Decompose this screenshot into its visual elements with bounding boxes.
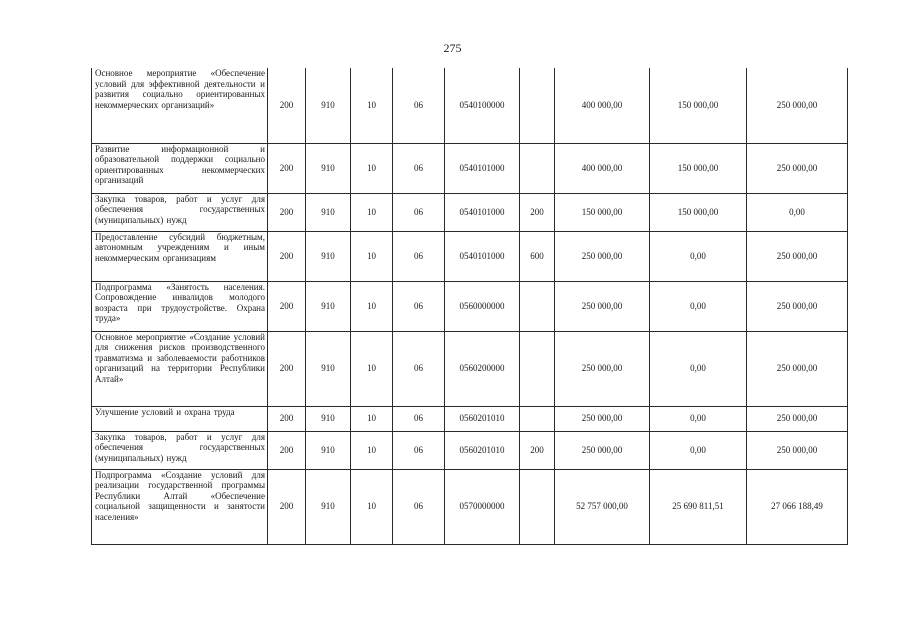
code-cell: 10 <box>351 431 393 469</box>
amount-total: 400 000,00 <box>555 143 650 193</box>
expense-type-cell: 200 <box>520 193 555 231</box>
row-name: Закупка товаров, работ и услуг для обеспечения государственных (муниципальных) нужд <box>92 193 268 231</box>
row-name: Подпрограмма «Занятость населения. Сопровождение инвалидов молодого возраста при трудоустройстве. Охрана труда» <box>92 281 268 331</box>
code-cell: 10 <box>351 331 393 406</box>
code-cell: 200 <box>268 406 306 431</box>
code-cell: 910 <box>306 68 351 143</box>
target-code-cell: 0570000000 <box>445 469 520 544</box>
target-code-cell: 0560200000 <box>445 331 520 406</box>
row-name: Подпрограмма «Создание условий для реализации государственной программы Республики Алтай «Обеспечение социальной защищенности и занятости населения» <box>92 469 268 544</box>
amount-2: 250 000,00 <box>747 281 848 331</box>
row-name: Основное мероприятие «Создание условий для снижения рисков производственного травматизма и заболеваемости работников организаций на территории Республики Алтай» <box>92 331 268 406</box>
code-cell: 06 <box>393 193 445 231</box>
code-cell: 10 <box>351 68 393 143</box>
table-row <box>92 143 848 193</box>
code-cell: 10 <box>351 193 393 231</box>
table-row <box>92 469 848 544</box>
code-cell: 200 <box>268 143 306 193</box>
amount-1: 0,00 <box>650 281 747 331</box>
code-cell: 200 <box>268 469 306 544</box>
page-number: 275 <box>443 41 462 55</box>
expense-type-cell <box>520 68 555 143</box>
code-cell: 10 <box>351 143 393 193</box>
table-row <box>92 231 848 281</box>
table-row <box>92 281 848 331</box>
target-code-cell: 0540101000 <box>445 193 520 231</box>
row-name: Предоставление субсидий бюджетным, автономным учреждениям и иным некоммерческим организациям <box>92 231 268 281</box>
row-name: Закупка товаров, работ и услуг для обеспечения государственных (муниципальных) нужд <box>92 431 268 469</box>
code-cell: 200 <box>268 68 306 143</box>
amount-2: 250 000,00 <box>747 231 848 281</box>
amount-1: 0,00 <box>650 331 747 406</box>
code-cell: 06 <box>393 431 445 469</box>
amount-2: 0,00 <box>747 193 848 231</box>
code-cell: 10 <box>351 281 393 331</box>
amount-total: 250 000,00 <box>555 431 650 469</box>
target-code-cell: 0560201010 <box>445 406 520 431</box>
table-row <box>92 331 848 406</box>
code-cell: 910 <box>306 431 351 469</box>
code-cell: 06 <box>393 281 445 331</box>
code-cell: 910 <box>306 193 351 231</box>
expense-type-cell: 200 <box>520 431 555 469</box>
row-name: Улучшение условий и охрана труда <box>92 406 268 431</box>
amount-2: 27 066 188,49 <box>747 469 848 544</box>
table-row <box>92 68 848 143</box>
code-cell: 06 <box>393 331 445 406</box>
amount-total: 250 000,00 <box>555 406 650 431</box>
amount-total: 250 000,00 <box>555 231 650 281</box>
code-cell: 06 <box>393 469 445 544</box>
code-cell: 910 <box>306 331 351 406</box>
expense-type-cell: 600 <box>520 231 555 281</box>
code-cell: 200 <box>268 193 306 231</box>
amount-2: 250 000,00 <box>747 143 848 193</box>
target-code-cell: 0540101000 <box>445 231 520 281</box>
amount-1: 0,00 <box>650 431 747 469</box>
amount-2: 250 000,00 <box>747 431 848 469</box>
code-cell: 910 <box>306 281 351 331</box>
amount-1: 0,00 <box>650 231 747 281</box>
code-cell: 06 <box>393 231 445 281</box>
amount-1: 150 000,00 <box>650 68 747 143</box>
amount-total: 250 000,00 <box>555 331 650 406</box>
code-cell: 910 <box>306 143 351 193</box>
budget-table <box>91 68 848 545</box>
amount-1: 150 000,00 <box>650 143 747 193</box>
target-code-cell: 0540101000 <box>445 143 520 193</box>
code-cell: 200 <box>268 231 306 281</box>
code-cell: 10 <box>351 469 393 544</box>
code-cell: 06 <box>393 143 445 193</box>
amount-1: 0,00 <box>650 406 747 431</box>
amount-total: 400 000,00 <box>555 68 650 143</box>
code-cell: 910 <box>306 469 351 544</box>
amount-total: 52 757 000,00 <box>555 469 650 544</box>
table-row <box>92 431 848 469</box>
code-cell: 10 <box>351 231 393 281</box>
code-cell: 200 <box>268 281 306 331</box>
amount-1: 25 690 811,51 <box>650 469 747 544</box>
table-row <box>92 193 848 231</box>
expense-type-cell <box>520 469 555 544</box>
code-cell: 910 <box>306 231 351 281</box>
code-cell: 200 <box>268 431 306 469</box>
row-name: Развитие информационной и образовательной поддержки социально ориентированных некоммерческих организаций <box>92 143 268 193</box>
row-name: Основное мероприятие «Обеспечение условий для эффективной деятельности и развития социально ориентированных некоммерческих организаций» <box>92 68 268 143</box>
code-cell: 200 <box>268 331 306 406</box>
expense-type-cell <box>520 281 555 331</box>
target-code-cell: 0540100000 <box>445 68 520 143</box>
expense-type-cell <box>520 406 555 431</box>
amount-1: 150 000,00 <box>650 193 747 231</box>
amount-total: 250 000,00 <box>555 281 650 331</box>
expense-type-cell <box>520 143 555 193</box>
code-cell: 06 <box>393 406 445 431</box>
amount-2: 250 000,00 <box>747 331 848 406</box>
code-cell: 06 <box>393 68 445 143</box>
target-code-cell: 0560201010 <box>445 431 520 469</box>
table-row <box>92 406 848 431</box>
amount-2: 250 000,00 <box>747 68 848 143</box>
code-cell: 910 <box>306 406 351 431</box>
expense-type-cell <box>520 331 555 406</box>
code-cell: 10 <box>351 406 393 431</box>
amount-2: 250 000,00 <box>747 406 848 431</box>
target-code-cell: 0560000000 <box>445 281 520 331</box>
amount-total: 150 000,00 <box>555 193 650 231</box>
